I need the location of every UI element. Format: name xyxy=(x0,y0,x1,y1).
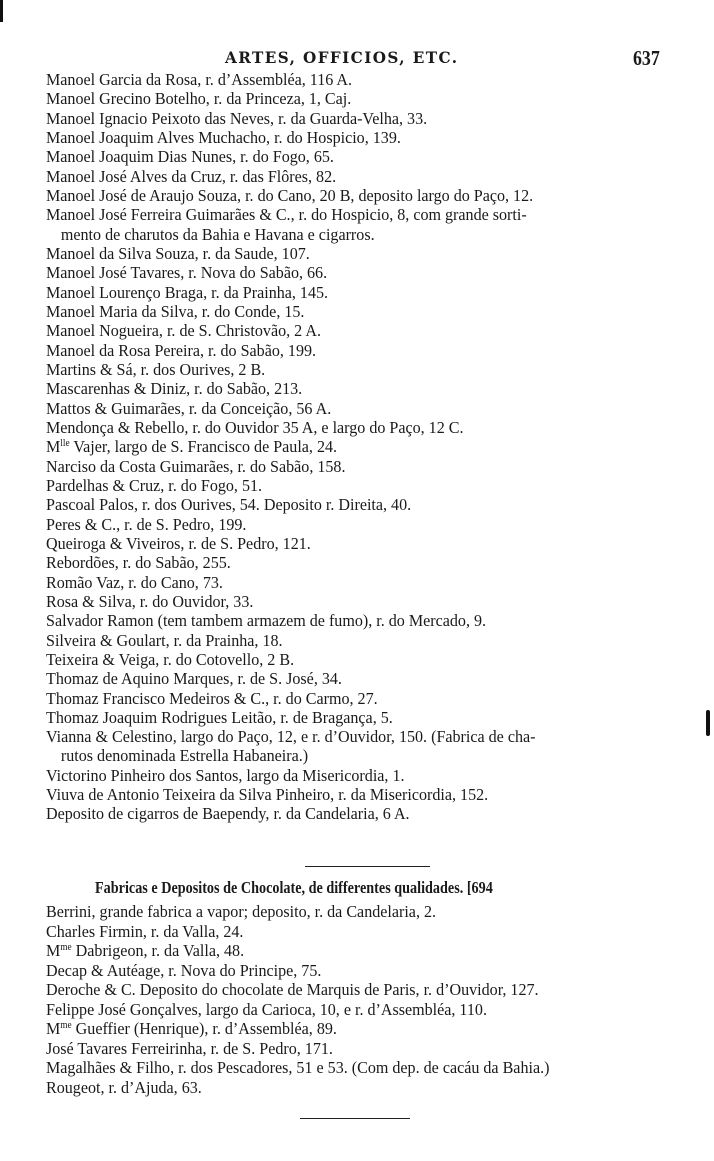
directory-entry xyxy=(46,263,641,282)
title-prefix: M xyxy=(46,941,61,960)
page-number: 637 xyxy=(633,46,660,70)
entry-text: Thomaz de Aquino Marques, r. de S. José, 34. xyxy=(46,669,342,689)
directory-entry xyxy=(46,476,641,495)
section-divider xyxy=(305,866,430,867)
directory-entry xyxy=(46,785,641,804)
directory-entry xyxy=(46,109,641,128)
directory-entry-continuation xyxy=(46,746,641,765)
directory-entry xyxy=(46,902,641,922)
entry-text: rutos denominada Estrella Habaneira.) xyxy=(60,746,309,766)
directory-entry xyxy=(46,941,641,961)
directory-entry xyxy=(46,804,641,823)
directory-entry xyxy=(46,922,641,942)
directory-entry-continuation xyxy=(46,225,641,244)
entry-text: Manoel Lourenço Braga, r. da Prainha, 145. xyxy=(46,282,329,302)
title-superscript: me xyxy=(60,1020,72,1031)
directory-list-tobacco xyxy=(46,70,686,824)
directory-entry xyxy=(46,631,641,650)
directory-entry xyxy=(46,167,641,186)
entry-text: Mattos & Guimarães, r. da Conceição, 56 A. xyxy=(46,398,332,418)
entry-text: Martins & Sá, r. dos Ourives, 2 B. xyxy=(46,359,266,379)
entry-text: Mascarenhas & Diniz, r. do Sabão, 213. xyxy=(46,379,303,399)
entry-text: Felippe José Gonçalves, largo da Carioca, 10, e r. d’Assembléa, 110. xyxy=(46,999,487,1019)
entry-text: José Tavares Ferreirinha, r. de S. Pedro, 171. xyxy=(46,1038,333,1058)
directory-entry xyxy=(46,205,641,224)
directory-entry xyxy=(46,147,641,166)
entry-text: Manoel Nogueira, r. de S. Christovão, 2 A. xyxy=(46,321,321,341)
directory-list-chocolate xyxy=(46,902,686,1097)
entry-text: Decap & Autéage, r. Nova do Principe, 75. xyxy=(46,960,322,980)
entry-text: Deroche & C. Deposito do chocolate de Marquis de Paris, r. d’Ouvidor, 127. xyxy=(46,980,539,999)
entry-text: Pardelhas & Cruz, r. do Fogo, 51. xyxy=(46,475,263,495)
entry-text: Manoel José Ferreira Guimarães & C., r. do Hospicio, 8, com grande sorti- xyxy=(46,205,527,225)
directory-entry xyxy=(46,302,641,321)
title-superscript: me xyxy=(60,942,72,953)
entry-text: Gueffier (Henrique), r. d’Assembléa, 89. xyxy=(71,1019,337,1038)
entry-text: Rougeot, r. d’Ajuda, 63. xyxy=(46,1077,202,1097)
directory-entry xyxy=(46,495,641,514)
directory-entry xyxy=(46,592,641,611)
entry-text: Manoel Joaquim Dias Nunes, r. do Fogo, 65. xyxy=(46,147,334,167)
directory-entry xyxy=(46,379,641,398)
directory-entry xyxy=(46,650,641,669)
entry-text: Manoel José Alves da Cruz, r. das Flôres, 82. xyxy=(46,166,337,186)
directory-entry xyxy=(46,186,641,205)
directory-entry xyxy=(46,283,641,302)
entry-text: Viuva de Antonio Teixeira da Silva Pinheiro, r. da Misericordia, 152. xyxy=(46,785,489,805)
directory-entry xyxy=(46,534,641,553)
page-header xyxy=(0,46,714,70)
entry-text: Manoel Maria da Silva, r. do Conde, 15. xyxy=(46,301,305,321)
directory-entry xyxy=(46,244,641,263)
entry-text: mento de charutos da Bahia e Havana e cigarros. xyxy=(60,224,375,244)
entry-text: Manoel Joaquim Alves Muchacho, r. do Hospicio, 139. xyxy=(46,127,401,147)
entry-text: Dabrigeon, r. da Valla, 48. xyxy=(71,941,245,960)
entry-text: Thomaz Francisco Medeiros & C., r. do Carmo, 27. xyxy=(46,688,378,708)
entry-text: Pascoal Palos, r. dos Ourives, 54. Deposito r. Direita, 40. xyxy=(46,495,412,515)
entry-text: Vajer, largo de S. Francisco de Paula, 24. xyxy=(69,437,338,457)
directory-entry xyxy=(46,418,641,437)
running-title: ARTES, OFFICIOS, ETC. xyxy=(225,48,459,67)
directory-entry xyxy=(46,708,641,727)
scan-edge-mark xyxy=(706,710,710,736)
entry-text: Manoel Ignacio Peixoto das Neves, r. da Guarda-Velha, 33. xyxy=(46,108,428,128)
entry-text: Thomaz Joaquim Rodrigues Leitão, r. de Bragança, 5. xyxy=(46,707,393,727)
directory-entry xyxy=(46,573,641,592)
entry-text: Salvador Ramon (tem tambem armazem de fumo), r. do Mercado, 9. xyxy=(46,611,487,631)
directory-entry xyxy=(46,360,641,379)
entry-text: Manoel José de Araujo Souza, r. do Cano, 20 B, deposito largo do Paço, 12. xyxy=(46,185,534,205)
directory-entry xyxy=(46,1078,641,1098)
directory-entry xyxy=(46,961,641,981)
directory-entry xyxy=(46,980,641,1000)
directory-entry xyxy=(46,399,641,418)
directory-entry xyxy=(46,611,641,630)
entry-text: Mendonça & Rebello, r. do Ouvidor 35 A, e largo do Paço, 12 C. xyxy=(46,417,464,437)
entry-text: Narciso da Costa Guimarães, r. do Sabão, 158. xyxy=(46,456,346,476)
directory-entry xyxy=(46,669,641,688)
directory-entry xyxy=(46,341,641,360)
entry-text: Magalhães & Filho, r. dos Pescadores, 51 e 53. (Com dep. de cacáu da Bahia.) xyxy=(46,1058,550,1077)
entry-text: Silveira & Goulart, r. da Prainha, 18. xyxy=(46,630,283,650)
entry-text: Manoel José Tavares, r. Nova do Sabão, 66. xyxy=(46,263,328,283)
entry-text: Queiroga & Viveiros, r. de S. Pedro, 121. xyxy=(46,533,311,553)
entry-text: Vianna & Celestino, largo do Paço, 12, e r. d’Ouvidor, 150. (Fabrica de cha- xyxy=(46,727,536,747)
directory-entry xyxy=(46,321,641,340)
directory-entry xyxy=(46,689,641,708)
entry-text: Manoel da Silva Souza, r. da Saude, 107. xyxy=(46,243,310,263)
entry-text: Victorino Pinheiro dos Santos, largo da Misericordia, 1. xyxy=(46,765,405,785)
directory-entry xyxy=(46,437,641,456)
entry-text: Romão Vaz, r. do Cano, 73. xyxy=(46,572,223,592)
section-heading: Fabricas e Depositos de Chocolate, de differentes qualidades. [694 xyxy=(95,878,493,897)
directory-entry xyxy=(46,1000,641,1020)
title-prefix: M xyxy=(46,1019,61,1038)
entry-text: Manoel Garcia da Rosa, r. d’Assembléa, 116 A. xyxy=(46,70,353,89)
entry-text: Deposito de cigarros de Baependy, r. da Candelaria, 6 A. xyxy=(46,804,410,824)
entry-text: Rebordões, r. do Sabão, 255. xyxy=(46,553,231,573)
title-prefix: M xyxy=(46,437,61,457)
directory-entry xyxy=(46,553,641,572)
directory-entry xyxy=(46,766,641,785)
directory-entry xyxy=(46,70,641,89)
entry-text: Charles Firmin, r. da Valla, 24. xyxy=(46,921,244,941)
entry-text: Berrini, grande fabrica a vapor; deposito, r. da Candelaria, 2. xyxy=(46,902,437,921)
directory-entry xyxy=(46,128,641,147)
directory-entry xyxy=(46,1019,641,1039)
directory-entry xyxy=(46,1058,641,1078)
end-divider xyxy=(300,1118,410,1119)
directory-entry xyxy=(46,89,641,108)
entry-text: Peres & C., r. de S. Pedro, 199. xyxy=(46,514,247,534)
directory-entry xyxy=(46,1039,641,1059)
directory-entry xyxy=(46,515,641,534)
entry-text: Rosa & Silva, r. do Ouvidor, 33. xyxy=(46,591,254,611)
scan-edge-mark xyxy=(0,0,3,22)
directory-entry xyxy=(46,457,641,476)
entry-text: Manoel da Rosa Pereira, r. do Sabão, 199. xyxy=(46,340,317,360)
title-superscript: lle xyxy=(60,438,70,450)
directory-entry xyxy=(46,727,641,746)
entry-text: Teixeira & Veiga, r. do Cotovello, 2 B. xyxy=(46,649,295,669)
entry-text: Manoel Grecino Botelho, r. da Princeza, 1, Caj. xyxy=(46,89,352,109)
